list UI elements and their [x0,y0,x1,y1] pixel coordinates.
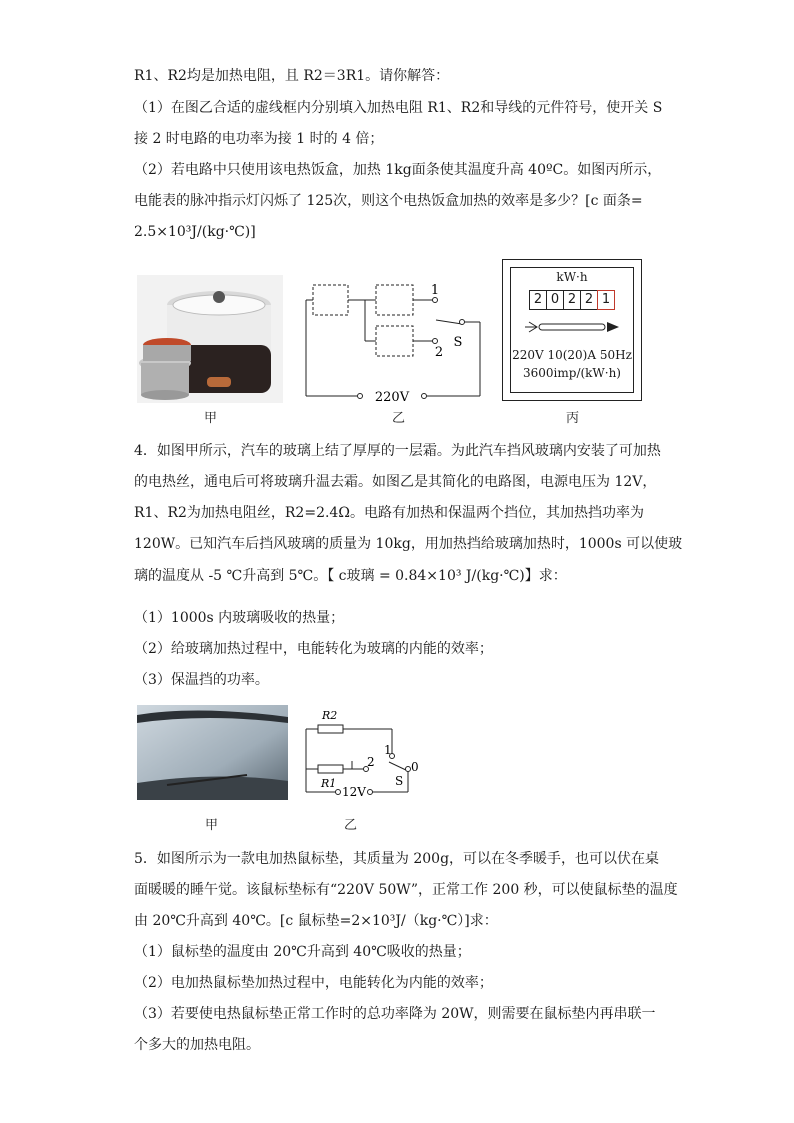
q3-part2-line2: 电能表的脉冲指示灯闪烁了 125次，则这个电热饭盒加热的效率是多少？[c 面条= [134,193,643,209]
q5-line3: 由 20℃升高到 40℃。[c 鼠标垫=2×10³J/（kg·℃）]求： [134,913,498,929]
fig3-switch-pos2: 2 [434,345,444,360]
q4-line4: 120W。已知汽车后挡风玻璃的质量为 10kg，用加热挡给玻璃加热时，1000s 可以使玻 [134,536,683,552]
fig3-switch-pos1: 1 [430,283,440,298]
frosted-windshield-photo [137,705,288,800]
fig4-pos0: 0 [411,760,419,774]
q3-part2-line1: （2）若电路中只使用该电热饭盒，加热 1kg面条使其温度升高 40ºC。如图丙所示， [134,162,662,178]
fig3-label-bing: 丙 [566,411,580,426]
fig4-pos1: 1 [384,743,392,757]
fig4-label-jia: 甲 [205,818,219,833]
q4-line2: 的电热丝，通电后可将玻璃升温去霜。如图乙是其简化的电路图，电源电压为 12V， [134,474,657,490]
fig3-label-jia: 甲 [204,411,218,426]
q4-line5: 璃的温度从 -5 ℃升高到 5℃。【 c玻璃 = 0.84×10³ J/(kg·℃)】求： [134,568,567,584]
q3-part1-line2: 接 2 时电路的电功率为接 1 时的 4 倍； [134,131,384,147]
fig4-circuit [296,708,421,804]
meter-digit-decimal: 1 [598,291,614,309]
q3-intro: R1、R2均是加热电阻，且 R2＝3R1。请你解答： [134,68,450,84]
q5-line2: 面暖暖的睡午觉。该鼠标垫标有“220V 50W”，正常工作 200 秒，可以使鼠标垫的温度 [134,882,678,898]
q3-part1-line1: （1）在图乙合适的虚线框内分别填入加热电阻 R1、R2和导线的元件符号，使开关 S [134,100,663,116]
meter-disc-indicator [525,320,621,334]
fig4-switch-label: S [395,774,404,788]
meter-spec2: 3600imp/(kW·h) [523,366,621,380]
fig4-r1-label: R1 [321,777,337,790]
energy-meter [502,259,642,401]
fig3-circuit [300,270,490,404]
q4-sub3: （3）保温挡的功率。 [134,672,269,688]
fig3-label-yi: 乙 [392,411,406,426]
fig3-switch-label: S [453,335,463,350]
meter-digit: 2 [581,291,598,309]
q4-line3: R1、R2为加热电阻丝，R2=2.4Ω。电路有加热和保温两个挡位，其加热挡功率为 [134,505,644,521]
meter-digit: 2 [530,291,547,309]
fig4-pos2: 2 [367,755,375,769]
q4-sub1: （1）1000s 内玻璃吸收的热量； [134,610,345,626]
q4-line1: 4．如图甲所示，汽车的玻璃上结了厚厚的一层霜。为此汽车挡风玻璃内安装了可加热 [134,443,661,459]
meter-digit: 2 [564,291,581,309]
q5-sub2: （2）电加热鼠标垫加热过程中，电能转化为内能的效率； [134,975,493,991]
q5-sub3-line2: 个多大的加热电阻。 [134,1037,260,1053]
fig4-r2-label: R2 [322,709,338,722]
fig4-label-yi: 乙 [344,818,358,833]
meter-spec1: 220V 10(20)A 50Hz [512,348,632,362]
q5-line1: 5．如图所示为一款电加热鼠标垫，其质量为 200g，可以在冬季暖手，也可以伏在桌 [134,851,660,867]
q5-sub1: （1）鼠标垫的温度由 20℃升高到 40℃吸收的热量； [134,944,471,960]
q3-part2-line3: 2.5×10³J/(kg·℃)] [134,224,256,240]
q5-sub3-line1: （3）若要使电热鼠标垫正常工作时的总功率降为 20W，则需要在鼠标垫内再串联一 [134,1006,656,1022]
fig3-source-label: 220V [374,390,410,404]
lunchbox-photo [137,275,283,403]
q4-sub2: （2）给玻璃加热过程中，电能转化为玻璃的内能的效率； [134,641,493,657]
meter-digits [529,290,615,310]
meter-unit: kW·h [556,270,588,284]
fig4-source-label: 12V [342,785,366,799]
meter-digit: 0 [547,291,564,309]
